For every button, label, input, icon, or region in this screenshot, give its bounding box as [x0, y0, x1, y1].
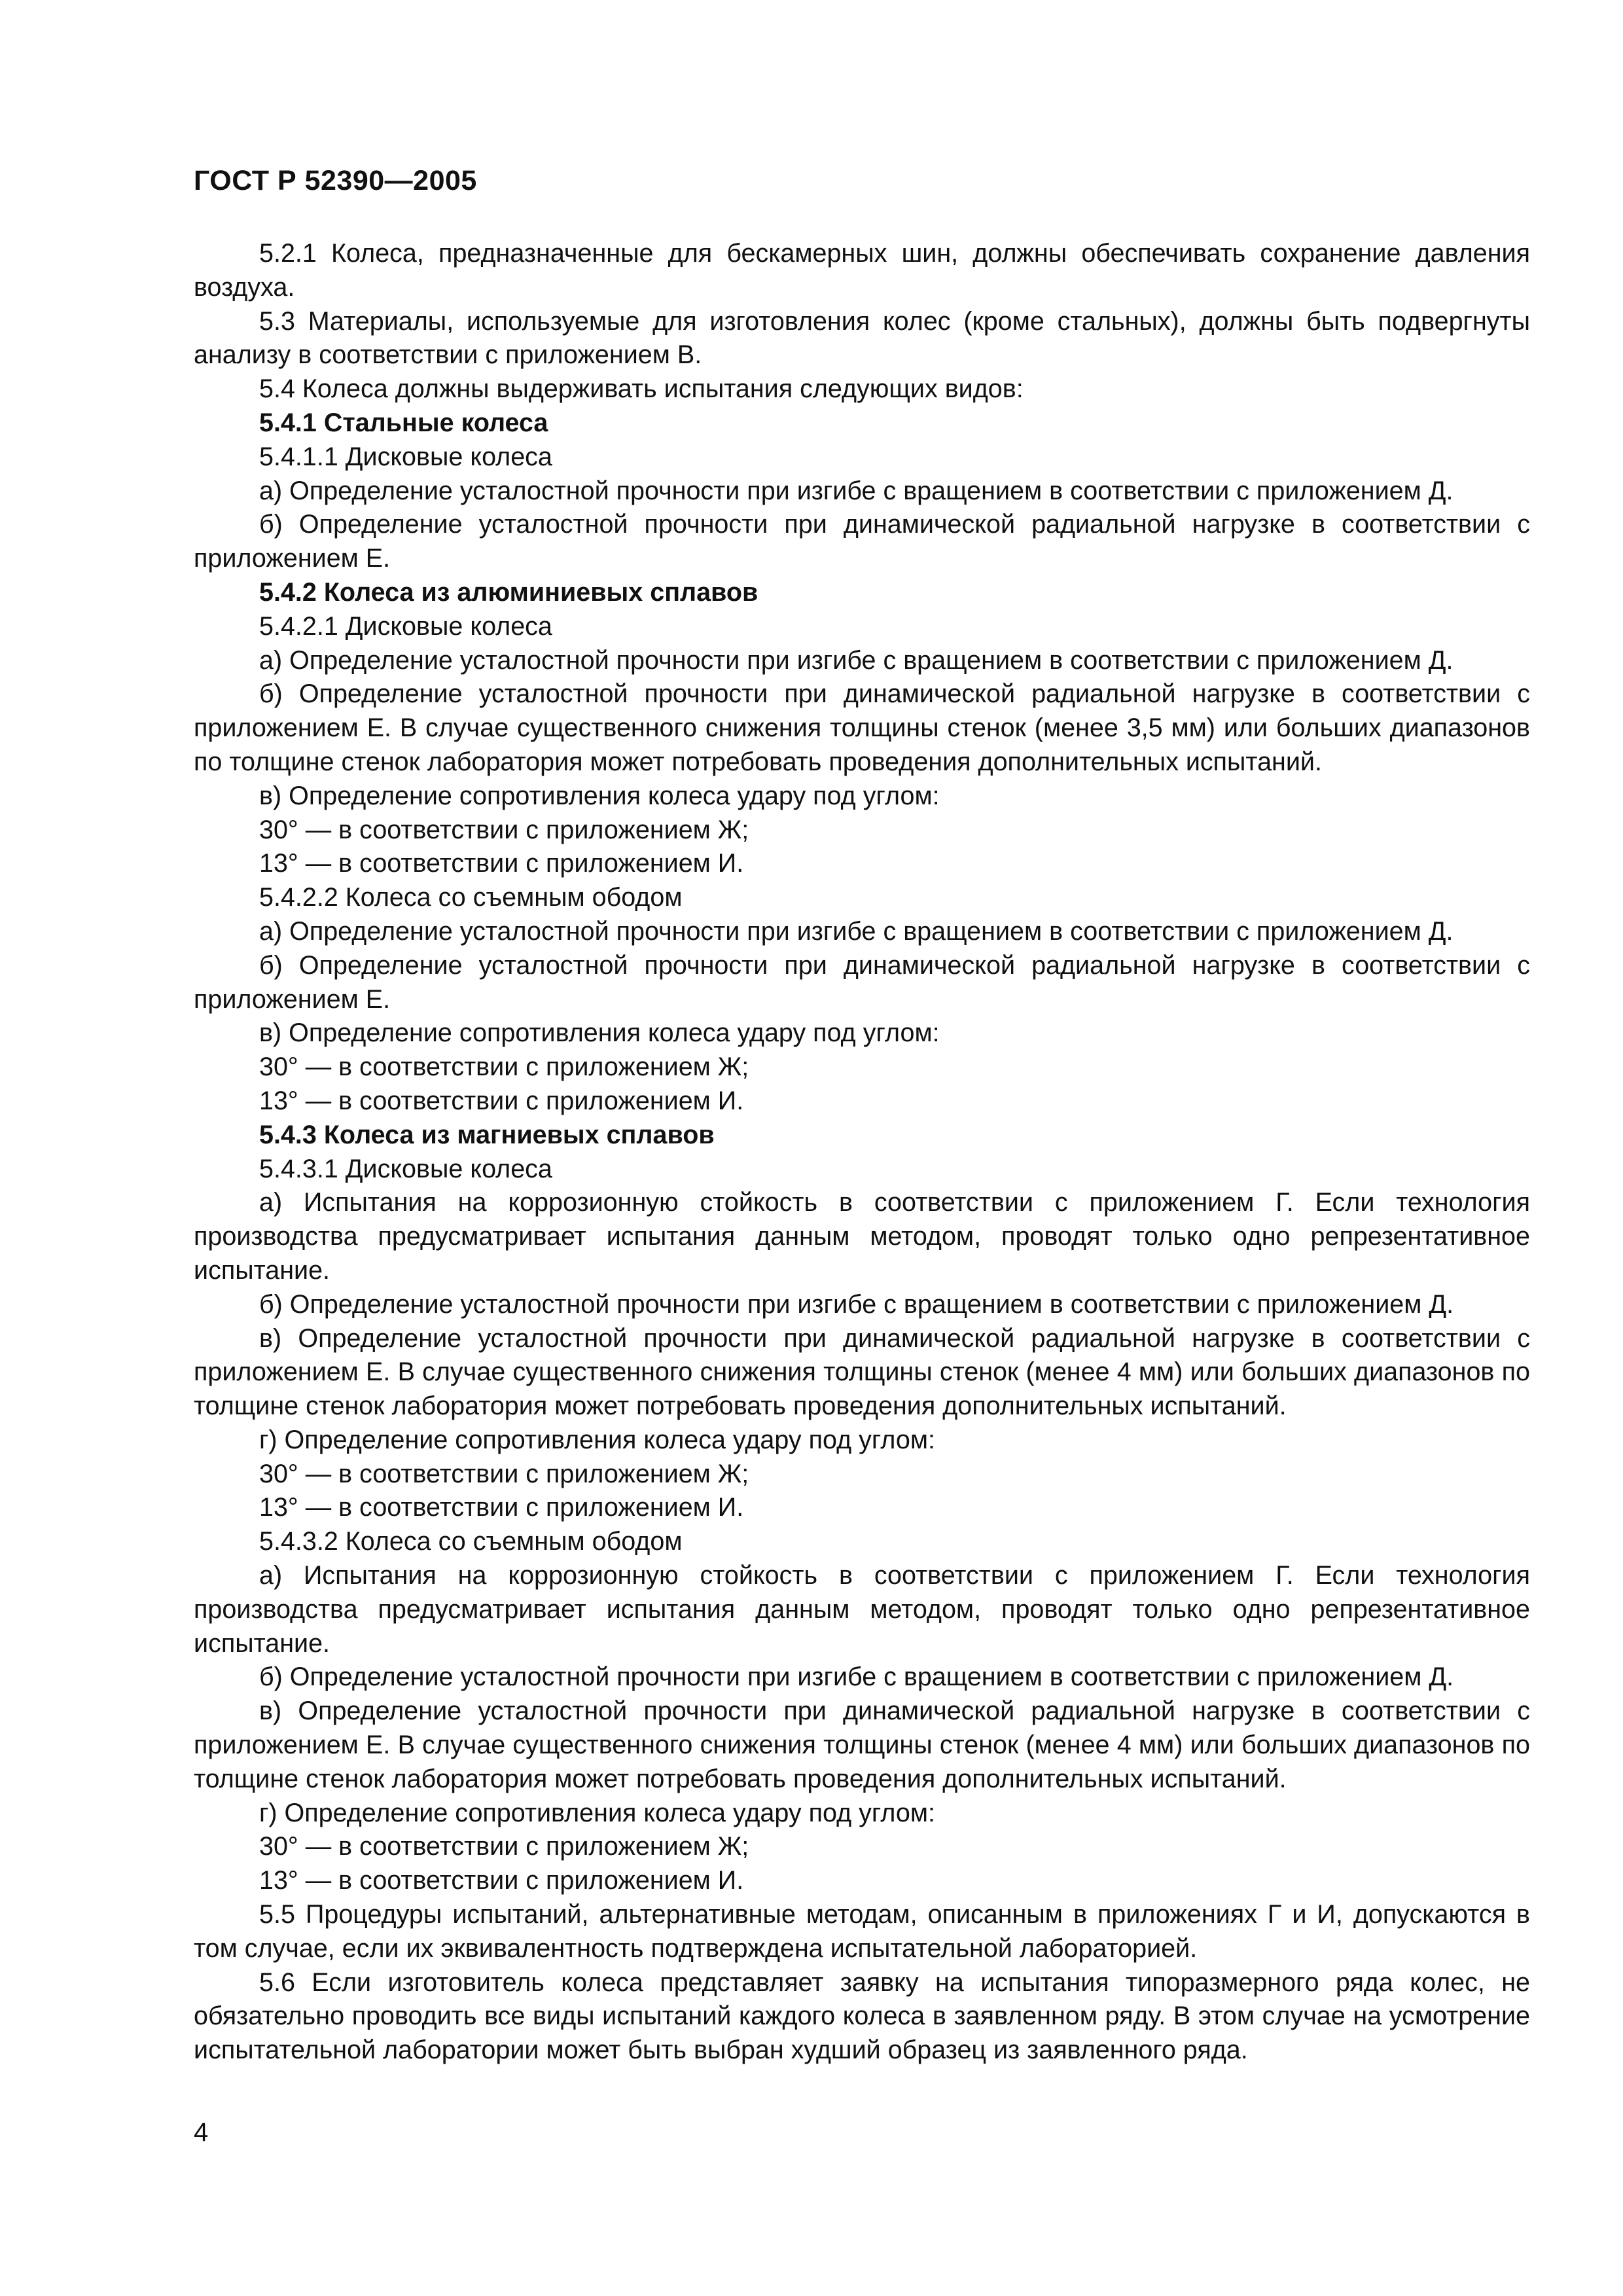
- paragraph: 5.4.1.1 Дисковые колеса: [259, 442, 552, 471]
- section-heading: 5.4.2 Колеса из алюминиевых сплавов: [259, 577, 758, 607]
- page-number: 4: [194, 2118, 209, 2147]
- paragraph: 30° — в соответствии с приложением Ж;: [259, 1832, 749, 1861]
- section-heading: 5.4.3 Колеса из магниевых сплавов: [259, 1120, 715, 1149]
- paragraph: б) Определение усталостной прочности при динамической радиальной нагрузке в соответствии с приложением Е.: [194, 950, 1530, 1014]
- paragraph: 13° — в соответствии с приложением И.: [259, 1086, 744, 1115]
- paragraph: 5.5 Процедуры испытаний, альтернативные методам, описанным в приложениях Г и И, допускаются в том случае, если их эквивалентность подтверждена испытательной лабораторией.: [194, 1900, 1530, 1963]
- document-body: [194, 237, 1530, 2068]
- paragraph: а) Определение усталостной прочности при изгибе с вращением в соответствии с приложением Д.: [259, 476, 1454, 505]
- paragraph: а) Определение усталостной прочности при изгибе с вращением в соответствии с приложением Д.: [259, 916, 1454, 946]
- paragraph: 5.2.1 Колеса, предназначенные для бескамерных шин, должны обеспечивать сохранение давления воздуха.: [194, 239, 1530, 302]
- paragraph: б) Определение усталостной прочности при изгибе с вращением в соответствии с приложением Д.: [259, 1289, 1454, 1319]
- section-heading: 5.4.1 Стальные колеса: [259, 408, 548, 437]
- paragraph: в) Определение усталостной прочности при динамической радиальной нагрузке в соответствии с приложением Е. В случае существенного снижения толщины стенок (менее 4 мм) или больших диапазонов по толщине стенок лаборатория может потребовать проведения дополнительных испытаний.: [194, 1696, 1530, 1793]
- paragraph: 5.4 Колеса должны выдерживать испытания следующих видов:: [259, 374, 1024, 404]
- paragraph: 13° — в соответствии с приложением И.: [259, 1493, 744, 1522]
- paragraph: б) Определение усталостной прочности при динамической радиальной нагрузке в соответствии с приложением Е.: [194, 510, 1530, 573]
- paragraph: а) Испытания на коррозионную стойкость в соответствии с приложением Г. Если технология производства предусматривает испытания данным методом, проводят только одно репрезентативное испытание.: [194, 1561, 1530, 1658]
- paragraph: 5.4.3.2 Колеса со съемным ободом: [259, 1527, 683, 1556]
- paragraph: в) Определение сопротивления колеса удару под углом:: [259, 1018, 940, 1048]
- paragraph: а) Испытания на коррозионную стойкость в соответствии с приложением Г. Если технология производства предусматривает испытания данным методом, проводят только одно репрезентативное испытание.: [194, 1188, 1530, 1285]
- paragraph: 13° — в соответствии с приложением И.: [259, 1866, 744, 1895]
- document-code-header: ГОСТ Р 52390—2005: [194, 165, 477, 196]
- paragraph: 5.4.3.1 Дисковые колеса: [259, 1154, 552, 1183]
- paragraph: б) Определение усталостной прочности при динамической радиальной нагрузке в соответствии с приложением Е. В случае существенного снижения толщины стенок (менее 3,5 мм) или больших диапазонов по толщине стенок лаборатория может потребовать проведения дополнительных испытаний.: [194, 679, 1530, 776]
- paragraph: 30° — в соответствии с приложением Ж;: [259, 815, 749, 844]
- paragraph: в) Определение усталостной прочности при динамической радиальной нагрузке в соответствии с приложением Е. В случае существенного снижения толщины стенок (менее 4 мм) или больших диапазонов по толщине стенок лаборатория может потребовать проведения дополнительных испытаний.: [194, 1323, 1530, 1421]
- paragraph: 5.4.2.1 Дисковые колеса: [259, 611, 552, 641]
- paragraph: г) Определение сопротивления колеса удару под углом:: [259, 1425, 935, 1454]
- paragraph: г) Определение сопротивления колеса удару под углом:: [259, 1798, 935, 1827]
- paragraph: 13° — в соответствии с приложением И.: [259, 849, 744, 878]
- paragraph: 30° — в соответствии с приложением Ж;: [259, 1459, 749, 1488]
- paragraph: б) Определение усталостной прочности при изгибе с вращением в соответствии с приложением Д.: [259, 1662, 1454, 1692]
- paragraph: в) Определение сопротивления колеса удару под углом:: [259, 781, 940, 810]
- paragraph: 5.3 Материалы, используемые для изготовления колес (кроме стальных), должны быть подвергнуты анализу в соответствии с приложением В.: [194, 306, 1530, 370]
- paragraph: 5.4.2.2 Колеса со съемным ободом: [259, 883, 683, 912]
- paragraph: а) Определение усталостной прочности при изгибе с вращением в соответствии с приложением Д.: [259, 645, 1454, 675]
- paragraph: 30° — в соответствии с приложением Ж;: [259, 1052, 749, 1082]
- paragraph: 5.6 Если изготовитель колеса представляет заявку на испытания типоразмерного ряда колес, не обязательно проводить все виды испытаний каждого колеса в заявленном ряду. В этом случае на усмотрение испытательной лаборатории может быть выбран худший образец из заявленного ряда.: [194, 1967, 1530, 2065]
